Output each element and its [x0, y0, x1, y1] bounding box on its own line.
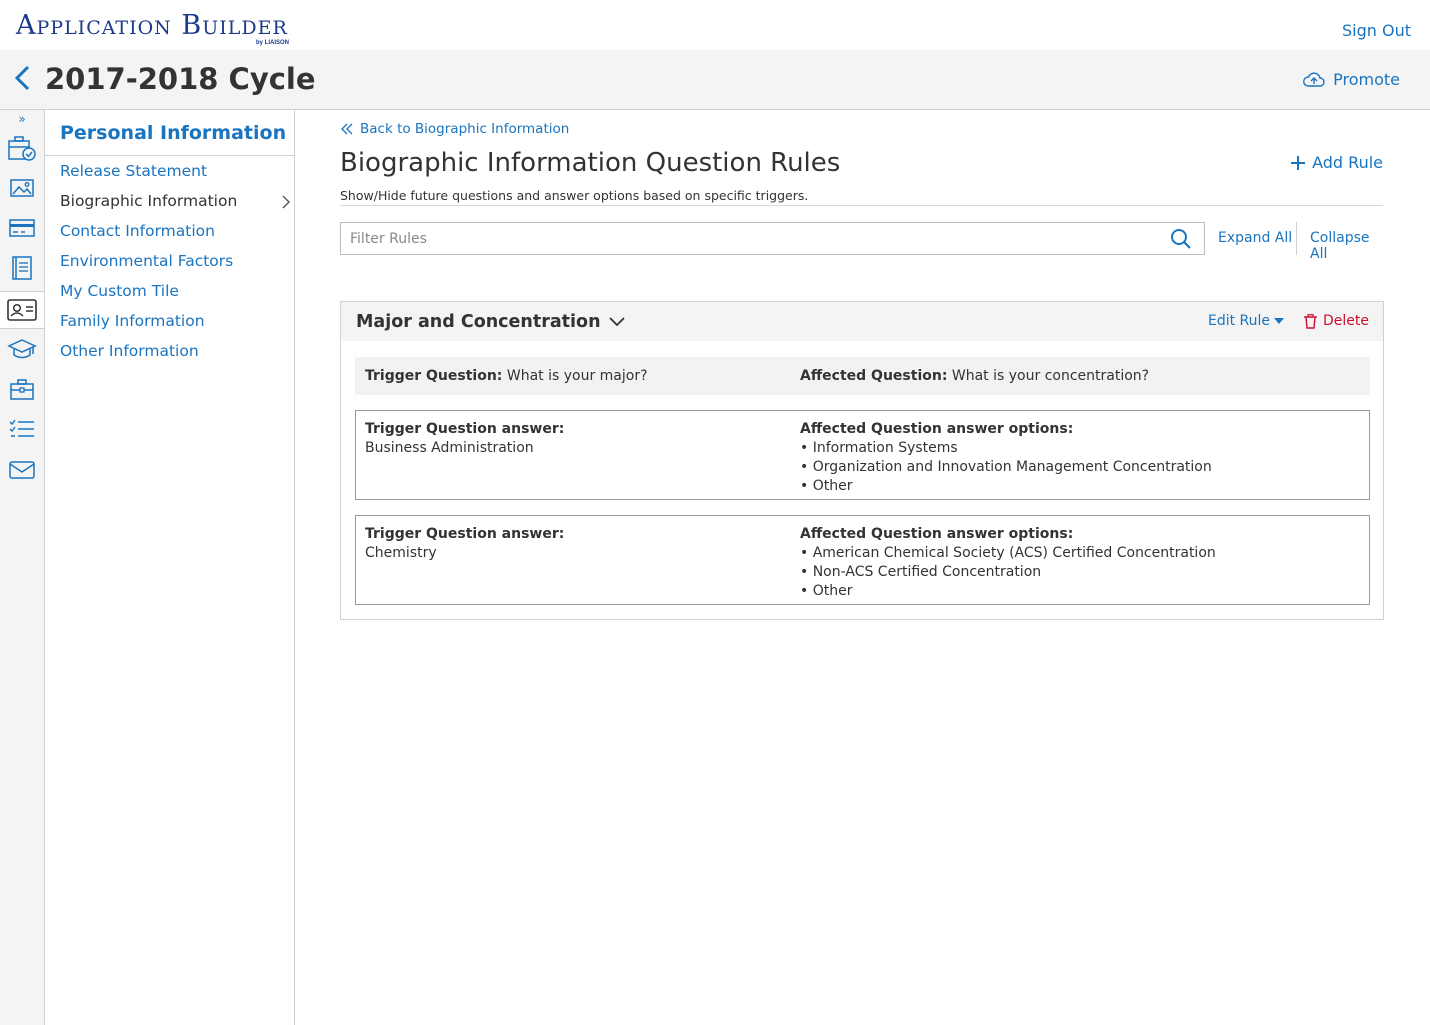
- trigger-question: [365, 368, 648, 384]
- affected-options-label: Affected Question answer options:: [800, 421, 1074, 437]
- list-item: • Organization and Innovation Management Concentration: [800, 459, 1212, 475]
- double-chevron-left-icon: [340, 123, 354, 135]
- mail-icon[interactable]: [5, 453, 39, 487]
- list-item: • American Chemical Society (ACS) Certified Concentration: [800, 545, 1216, 561]
- answer-mapping: [355, 515, 1370, 605]
- trash-icon: [1304, 314, 1317, 329]
- collapse-all-button[interactable]: Collapse All: [1310, 230, 1370, 262]
- plus-icon: [1291, 156, 1305, 170]
- rule-header: [341, 302, 1383, 341]
- book-icon[interactable]: [5, 251, 39, 285]
- promote-button[interactable]: [1303, 70, 1400, 89]
- delete-label: Delete: [1323, 313, 1369, 329]
- affected-answer-options: [800, 420, 1212, 496]
- back-to-biographic-link[interactable]: [340, 121, 569, 137]
- add-rule-button[interactable]: [1291, 153, 1383, 172]
- affected-question-value: What is your concentration?: [951, 368, 1150, 384]
- chevron-down-icon: [609, 317, 625, 327]
- add-rule-label: Add Rule: [1312, 153, 1383, 172]
- cycle-bar: [0, 50, 1430, 110]
- list-item: • Other: [800, 478, 853, 494]
- header-divider: [340, 205, 1383, 206]
- contact-card-icon[interactable]: [0, 291, 44, 329]
- section-divider: [45, 155, 294, 156]
- trigger-answer-label: Trigger Question answer:: [365, 526, 565, 542]
- expand-all-button[interactable]: Expand All: [1218, 230, 1293, 246]
- rule-card: [340, 301, 1384, 620]
- affected-options-label: Affected Question answer options:: [800, 526, 1074, 542]
- edit-rule-label: Edit Rule: [1208, 313, 1271, 329]
- list-item: • Information Systems: [800, 440, 958, 456]
- affected-answer-options: [800, 525, 1216, 601]
- app-logo: Application Builder: [16, 10, 288, 41]
- edit-rule-dropdown[interactable]: [1208, 313, 1284, 329]
- rule-name: Major and Concentration: [356, 312, 601, 332]
- page-subtitle: Show/Hide future questions and answer options based on specific triggers.: [340, 188, 809, 203]
- trigger-answer-value: Business Administration: [365, 440, 534, 456]
- icon-rail: [0, 110, 45, 1025]
- trigger-answer-value: Chemistry: [365, 545, 437, 561]
- answer-mapping: [355, 410, 1370, 500]
- rules-page-title: Biographic Information Question Rules: [340, 148, 841, 178]
- cloud-upload-icon: [1303, 72, 1325, 88]
- sidebar-item-environmental-factors[interactable]: Environmental Factors: [60, 252, 234, 270]
- trigger-question-value: What is your major?: [506, 368, 648, 384]
- sign-out-link[interactable]: Sign Out: [1342, 21, 1411, 40]
- graduation-cap-icon[interactable]: [5, 332, 39, 366]
- sidebar-item-contact-information[interactable]: Contact Information: [60, 222, 215, 240]
- question-row: [355, 357, 1370, 395]
- top-header: [0, 0, 1430, 50]
- trigger-answer: [365, 420, 564, 458]
- filter-rules-box: [340, 222, 1205, 255]
- chevron-right-icon: [281, 194, 291, 210]
- trigger-answer-label: Trigger Question answer:: [365, 421, 565, 437]
- rule-toggle[interactable]: [356, 312, 625, 332]
- caret-down-icon: [1274, 318, 1284, 324]
- expand-rail-icon[interactable]: »: [18, 112, 26, 126]
- back-chevron-icon[interactable]: [13, 64, 33, 92]
- sidebar-item-release-statement[interactable]: Release Statement: [60, 162, 208, 180]
- sidebar-item-family-information[interactable]: Family Information: [60, 312, 205, 330]
- promote-label: Promote: [1333, 70, 1400, 89]
- sidebar-item-other-information[interactable]: Other Information: [60, 342, 199, 360]
- button-separator: [1296, 222, 1297, 255]
- sidebar-item-biographic-information[interactable]: Biographic Information: [60, 192, 238, 210]
- list-item: • Non-ACS Certified Concentration: [800, 564, 1042, 580]
- trigger-answer: [365, 525, 564, 563]
- card-icon[interactable]: [5, 211, 39, 245]
- delete-rule-button[interactable]: [1304, 313, 1369, 329]
- checklist-icon[interactable]: [5, 412, 39, 446]
- dashboard-icon[interactable]: [5, 132, 39, 166]
- briefcase-icon[interactable]: [5, 372, 39, 406]
- affected-question-label: Affected Question:: [800, 368, 948, 384]
- search-icon[interactable]: [1170, 228, 1192, 250]
- page-title: 2017-2018 Cycle: [45, 62, 316, 96]
- list-item: • Other: [800, 583, 853, 599]
- affected-question: [800, 368, 1149, 384]
- logo-subtitle: by LIAISON: [256, 40, 290, 46]
- trigger-question-label: Trigger Question:: [365, 368, 503, 384]
- section-title: Personal Information: [60, 122, 287, 144]
- image-icon[interactable]: [5, 171, 39, 205]
- section-nav: [45, 110, 295, 1025]
- filter-rules-input[interactable]: [341, 223, 1161, 254]
- sidebar-item-my-custom-tile[interactable]: My Custom Tile: [60, 282, 179, 300]
- back-link-label: Back to Biographic Information: [360, 121, 570, 137]
